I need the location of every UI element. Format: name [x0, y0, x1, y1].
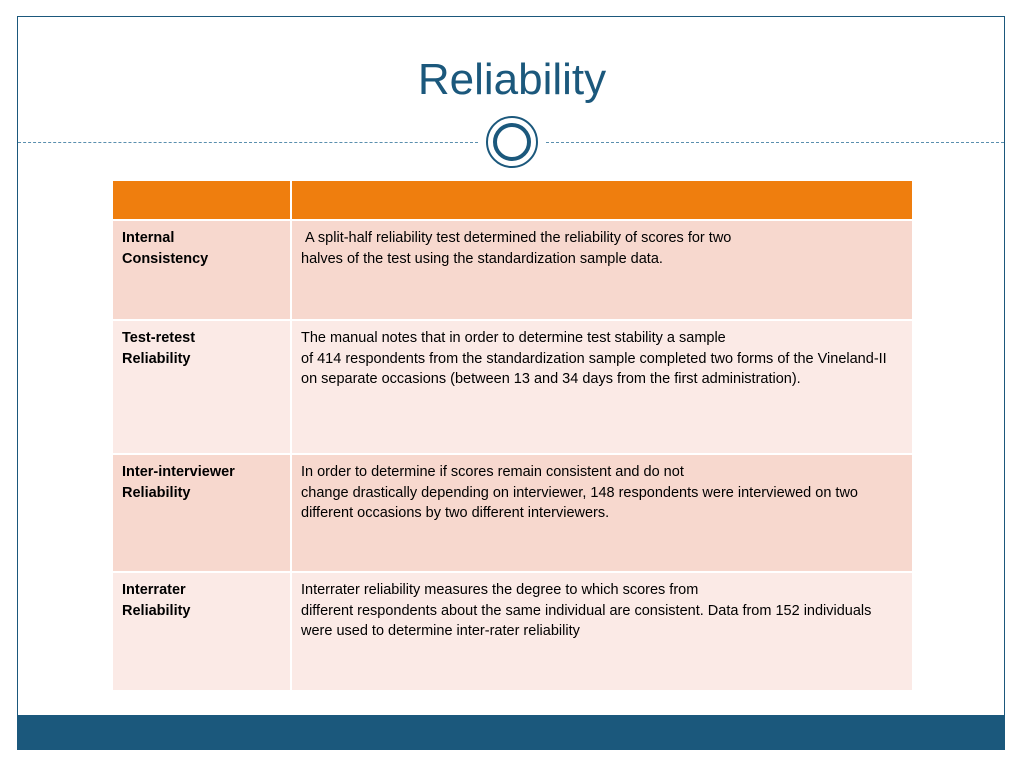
row-description-text: In order to determine if scores remain consistent and do not change drastically depending on interviewer, 148 respondents were interviewed on two different occasions by two different interviewers. [301, 464, 858, 521]
row-description-interrater [291, 572, 913, 691]
table-row [112, 572, 913, 691]
table-header-cell-2 [291, 180, 913, 220]
table-row [112, 220, 913, 320]
table-header-row [112, 180, 913, 220]
row-description-inter-interviewer [291, 454, 913, 572]
table-row [112, 454, 913, 572]
circle-ornament-icon [486, 116, 538, 168]
title-divider-left [18, 142, 478, 143]
table-row [112, 320, 913, 454]
row-label-interrater [112, 572, 291, 691]
row-label-text: Inter-interviewer Reliability [122, 464, 235, 501]
circle-ornament-inner [493, 123, 531, 161]
footer-bar [17, 715, 1005, 750]
row-label-text: Test-retest Reliability [122, 330, 196, 367]
row-label-test-retest [112, 320, 291, 454]
row-label-internal-consistency [112, 220, 291, 320]
slide-title: Reliability [417, 55, 607, 104]
row-description-text: The manual notes that in order to determine test stability a sample of 414 respondents from the standardization sample completed two forms of the Vineland-II on separate occasions (between 13 and 34 days from the first administration). [301, 330, 887, 387]
row-description-test-retest [291, 320, 913, 454]
row-label-inter-interviewer [112, 454, 291, 572]
row-description-text: Interrater reliability measures the degree to which scores from different respondents about the same individual are consistent. Data from 152 individuals were used to determine inter-rater reliability [301, 582, 872, 639]
title-divider-right [546, 142, 1004, 143]
table-header-cell-1 [112, 180, 291, 220]
row-description-internal-consistency [291, 220, 913, 320]
reliability-table [111, 179, 914, 692]
row-label-text: Internal Consistency [122, 230, 209, 267]
row-label-text: Interrater Reliability [122, 582, 191, 619]
row-description-text: A split-half reliability test determined the reliability of scores for two halves of the test using the standardization sample data. [301, 230, 732, 267]
